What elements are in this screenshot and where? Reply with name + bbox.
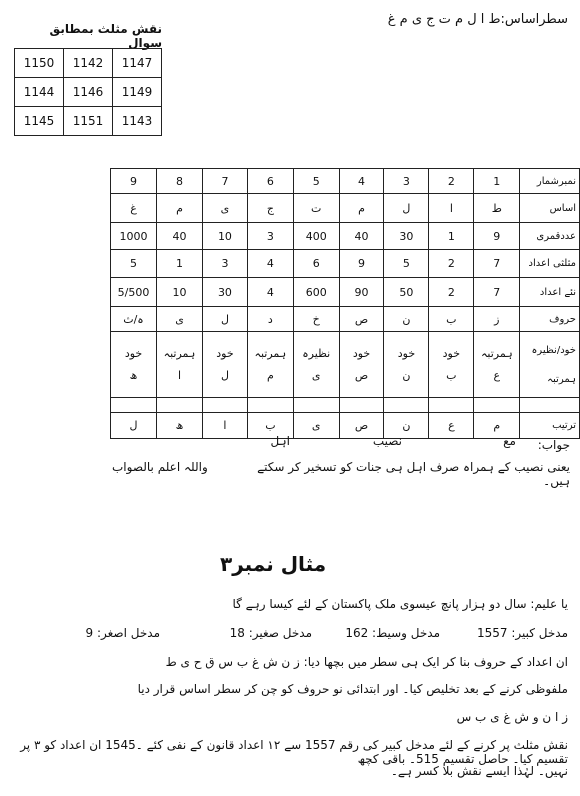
grid-cell: ا bbox=[429, 194, 474, 223]
square-cell: 1145 bbox=[15, 107, 64, 136]
grid-cell: ل bbox=[202, 307, 247, 332]
calculation-grid bbox=[110, 168, 580, 439]
grid-cell: 400 bbox=[293, 223, 339, 250]
grid-cell: 40 bbox=[339, 223, 384, 250]
grid-cell: ت bbox=[293, 194, 339, 223]
grid-cell bbox=[157, 332, 203, 398]
grid-cell: 600 bbox=[293, 278, 339, 307]
grid-cell: ص bbox=[339, 413, 384, 439]
grid-cell: 2 bbox=[429, 250, 474, 278]
grid-cell: 3 bbox=[247, 223, 293, 250]
paragraph-conclusion: نہیں۔ لہٰذا ایسے نقش بلا کسر ہے۔ bbox=[390, 764, 568, 778]
cell-top: ہمرتبہ bbox=[480, 346, 513, 360]
madkhal-waseet: مدخل وسیط: 162 bbox=[345, 626, 440, 640]
grid-cell bbox=[202, 398, 247, 413]
paragraph-base-line: ز ا ن و ش غ ی ب س bbox=[456, 710, 568, 724]
grid-cell: 10 bbox=[202, 223, 247, 250]
cell-bottom: م bbox=[266, 368, 274, 382]
grid-cell bbox=[157, 398, 203, 413]
cell-top: ہمرتبہ bbox=[254, 346, 287, 360]
grid-cell: 5/500 bbox=[111, 278, 157, 307]
grid-row-spacer bbox=[111, 398, 580, 413]
row-header: مثلثی اعداد bbox=[520, 250, 580, 278]
grid-cell: ط bbox=[474, 194, 520, 223]
grid-row bbox=[111, 169, 580, 194]
grid-cell: 90 bbox=[339, 278, 384, 307]
grid-row bbox=[111, 223, 580, 250]
cell-top: نظیرہ bbox=[302, 346, 331, 360]
magic-square bbox=[14, 48, 162, 136]
grid-cell: م bbox=[339, 194, 384, 223]
row-header-bottom: ہمرتبہ bbox=[547, 373, 576, 385]
grid-cell: د bbox=[247, 307, 293, 332]
square-cell: 1149 bbox=[113, 78, 162, 107]
grid-cell: خ bbox=[293, 307, 339, 332]
square-row bbox=[15, 49, 162, 78]
grid-cell bbox=[111, 398, 157, 413]
grid-cell: 8 bbox=[157, 169, 203, 194]
grid-cell: 30 bbox=[202, 278, 247, 307]
grid-cell: 6 bbox=[247, 169, 293, 194]
grid-cell: ب bbox=[247, 413, 293, 439]
grid-cell: ن bbox=[384, 307, 429, 332]
grid-cell bbox=[247, 398, 293, 413]
grid-cell: 1 bbox=[474, 169, 520, 194]
row-header: عددقمری bbox=[520, 223, 580, 250]
closing-text: واللہ اعلم بالصواب bbox=[112, 460, 208, 474]
madkhal-sagheer: مدخل صغیر: 18 bbox=[229, 626, 312, 640]
answer-word-1: مع bbox=[503, 434, 516, 448]
grid-row bbox=[111, 332, 580, 398]
grid-cell: ی bbox=[202, 194, 247, 223]
grid-row bbox=[111, 194, 580, 223]
grid-cell: ل bbox=[111, 413, 157, 439]
grid-row bbox=[111, 278, 580, 307]
grid-cell: 7 bbox=[474, 278, 520, 307]
paragraph-malfoozi: ملفوظی کرنے کے بعد تخلیص کیا۔ اور ابتدائی نو حروف کو چن کر سطر اساس قرار دیا bbox=[137, 682, 568, 696]
grid-cell bbox=[384, 332, 429, 398]
cell-bottom: ل bbox=[220, 368, 229, 382]
grid-row bbox=[111, 250, 580, 278]
grid-cell bbox=[474, 332, 520, 398]
grid-cell: ع bbox=[429, 413, 474, 439]
grid-cell: 1 bbox=[429, 223, 474, 250]
top-right-line: سطراساس:ط ا ل م ت ج ی م غ bbox=[387, 12, 568, 27]
cell-bottom: ب bbox=[446, 368, 457, 382]
grid-cell bbox=[429, 398, 474, 413]
grid-cell: 5 bbox=[111, 250, 157, 278]
cell-bottom: ھ bbox=[129, 368, 138, 382]
square-cell: 1146 bbox=[64, 78, 113, 107]
cell-bottom: ع bbox=[493, 368, 501, 382]
row-header: نئے اعداد bbox=[520, 278, 580, 307]
answer-label: جواب: bbox=[537, 438, 570, 452]
row-header bbox=[520, 398, 580, 413]
square-cell: 1150 bbox=[15, 49, 64, 78]
grid-cell: ن bbox=[384, 413, 429, 439]
grid-cell bbox=[339, 398, 384, 413]
grid-cell: ص bbox=[339, 307, 384, 332]
grid-cell: 30 bbox=[384, 223, 429, 250]
grid-cell: ب bbox=[429, 307, 474, 332]
grid-cell: 1000 bbox=[111, 223, 157, 250]
row-header: اساس bbox=[520, 194, 580, 223]
grid-cell bbox=[429, 332, 474, 398]
grid-cell: 3 bbox=[384, 169, 429, 194]
square-cell: 1151 bbox=[64, 107, 113, 136]
grid-cell bbox=[293, 398, 339, 413]
answer-word-2: نصیب bbox=[372, 434, 402, 448]
square-cell: 1142 bbox=[64, 49, 113, 78]
grid-cell: 7 bbox=[474, 250, 520, 278]
grid-cell bbox=[111, 332, 157, 398]
grid-cell: ی bbox=[293, 413, 339, 439]
grid-cell: 1 bbox=[157, 250, 203, 278]
row-header: ترتیب bbox=[520, 413, 580, 439]
grid-cell: 9 bbox=[474, 223, 520, 250]
square-row bbox=[15, 107, 162, 136]
grid-cell bbox=[339, 332, 384, 398]
cell-bottom: ا bbox=[177, 368, 182, 382]
square-cell: 1144 bbox=[15, 78, 64, 107]
square-cell: 1147 bbox=[113, 49, 162, 78]
grid-cell: 2 bbox=[429, 169, 474, 194]
square-row bbox=[15, 78, 162, 107]
grid-cell: ل bbox=[384, 194, 429, 223]
paragraph-letters: ان اعداد کے حروف بنا کر ایک ہی سطر میں بچھا دیا: ز ن ش غ ب س ق ح ی ط bbox=[165, 655, 568, 669]
grid-cell: 40 bbox=[157, 223, 203, 250]
grid-cell: ا bbox=[202, 413, 247, 439]
grid-cell bbox=[384, 398, 429, 413]
row-header-top: خود/نظیرہ bbox=[531, 344, 576, 356]
cell-bottom: ص bbox=[354, 368, 369, 382]
grid-cell: 4 bbox=[339, 169, 384, 194]
example-heading: مثال نمبر۳ bbox=[220, 552, 327, 576]
grid-cell: 7 bbox=[202, 169, 247, 194]
grid-cell: 6 bbox=[293, 250, 339, 278]
answer-word-3: اہل bbox=[270, 434, 290, 448]
grid-cell: م bbox=[474, 413, 520, 439]
cell-bottom: ی bbox=[311, 368, 321, 382]
grid-cell: 10 bbox=[157, 278, 203, 307]
madkhal-kabeer: مدخل کبیر: 1557 bbox=[476, 626, 568, 640]
grid-cell: ی bbox=[157, 307, 203, 332]
grid-cell bbox=[202, 332, 247, 398]
grid-cell: 50 bbox=[384, 278, 429, 307]
answer-note: یعنی نصیب کے ہمراہ صرف اہل ہی جنات کو تسخیر کر سکتے ہیں۔ bbox=[257, 460, 570, 488]
grid-cell: 3 bbox=[202, 250, 247, 278]
cell-top: خود bbox=[397, 346, 416, 360]
row-header bbox=[520, 332, 580, 398]
grid-cell: 5 bbox=[384, 250, 429, 278]
cell-bottom: ن bbox=[402, 368, 411, 382]
grid-cell: 5 bbox=[293, 169, 339, 194]
grid-cell: 9 bbox=[111, 169, 157, 194]
grid-cell: 4 bbox=[247, 278, 293, 307]
row-header: حروف bbox=[520, 307, 580, 332]
madkhal-asghar: مدخل اصغر: 9 bbox=[85, 626, 160, 640]
grid-cell bbox=[293, 332, 339, 398]
grid-cell: ہ/ث bbox=[111, 307, 157, 332]
cell-top: ہمرتبہ bbox=[163, 346, 196, 360]
square-caption: نقش مثلث بمطابق سوال bbox=[49, 22, 162, 50]
grid-cell: 9 bbox=[339, 250, 384, 278]
grid-cell bbox=[474, 398, 520, 413]
cell-top: خود bbox=[352, 346, 371, 360]
paragraph-question: یا علیم: سال دو ہزار پانچ عیسوی ملک پاکستان کے لئے کیسا رہے گا bbox=[232, 597, 568, 611]
row-header: نمبرشمار bbox=[520, 169, 580, 194]
cell-top: خود bbox=[124, 346, 143, 360]
grid-cell: 2 bbox=[429, 278, 474, 307]
square-cell: 1143 bbox=[113, 107, 162, 136]
grid-cell bbox=[247, 332, 293, 398]
grid-cell: غ bbox=[111, 194, 157, 223]
paragraph-calculation: نقش مثلث پر کرنے کے لئے مدخل کبیر کی رقم 1557 سے ۱۲ اعداد قانون کے نفی کئے ۔1545 ان اعداد کو ۳ پر تقسیم کیا۔ حاصل تقسیم 515۔ باقی کچھ bbox=[20, 738, 568, 766]
cell-top: خود bbox=[442, 346, 461, 360]
grid-cell: م bbox=[157, 194, 203, 223]
grid-cell: ھ bbox=[157, 413, 203, 439]
grid-cell: ز bbox=[474, 307, 520, 332]
grid-row bbox=[111, 307, 580, 332]
grid-cell: ج bbox=[247, 194, 293, 223]
cell-top: خود bbox=[216, 346, 234, 360]
grid-cell: 4 bbox=[247, 250, 293, 278]
